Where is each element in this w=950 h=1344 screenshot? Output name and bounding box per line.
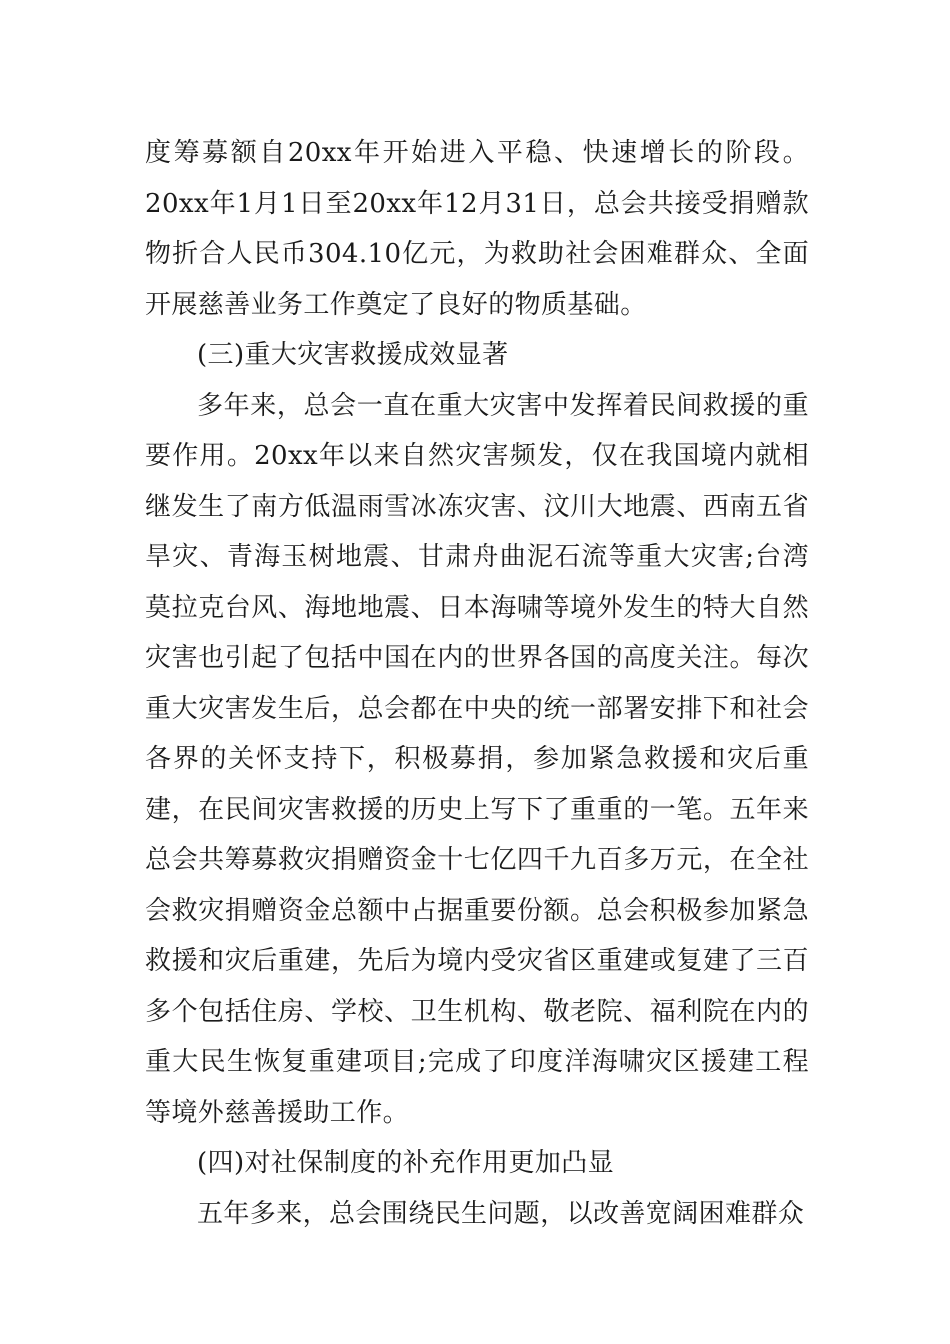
section-heading-social-security: (四)对社保制度的补充作用更加凸显 [197, 1148, 615, 1178]
section-heading-disaster-relief: (三)重大灾害救援成效显著 [197, 340, 509, 370]
document-body [145, 128, 809, 1239]
paragraph-donation-growth: 度筹募额自20xx年开始进入平稳、快速增长的阶段。20xx年1月1日至20xx年12月31日，总会共接受捐赠款物折合人民币304.10亿元，为救助社会困难群众、全面开展慈善业务工作奠定了良好的物质基础。 [145, 138, 809, 320]
paragraph-social-security: 五年多来，总会围绕民生问题，以改善宽阔困难群众 [197, 1198, 805, 1229]
paragraph-disaster-relief: 多年来，总会一直在重大灾害中发挥着民间救援的重要作用。20xx年以来自然灾害频发，仅在我国境内就相继发生了南方低温雨雪冰冻灾害、汶川大地震、西南五省旱灾、青海玉树地震、甘肃舟曲泥石流等重大灾害;台湾莫拉克台风、海地地震、日本海啸等境外发生的特大自然灾害也引起了包括中国在内的世界各国的高度关注。每次重大灾害发生后，总会都在中央的统一部署安排下和社会各界的关怀支持下，积极募捐，参加紧急救援和灾后重建，在民间灾害救援的历史上写下了重重的一笔。五年来总会共筹募救灾捐赠资金十七亿四千九百多万元，在全社会救灾捐赠资金总额中占据重要份额。总会积极参加紧急救援和灾后重建，先后为境内受灾省区重建或复建了三百多个包括住房、学校、卫生机构、敬老院、福利院在内的重大民生恢复重建项目;完成了印度洋海啸灾区援建工程等境外慈善援助工作。 [145, 390, 809, 1128]
